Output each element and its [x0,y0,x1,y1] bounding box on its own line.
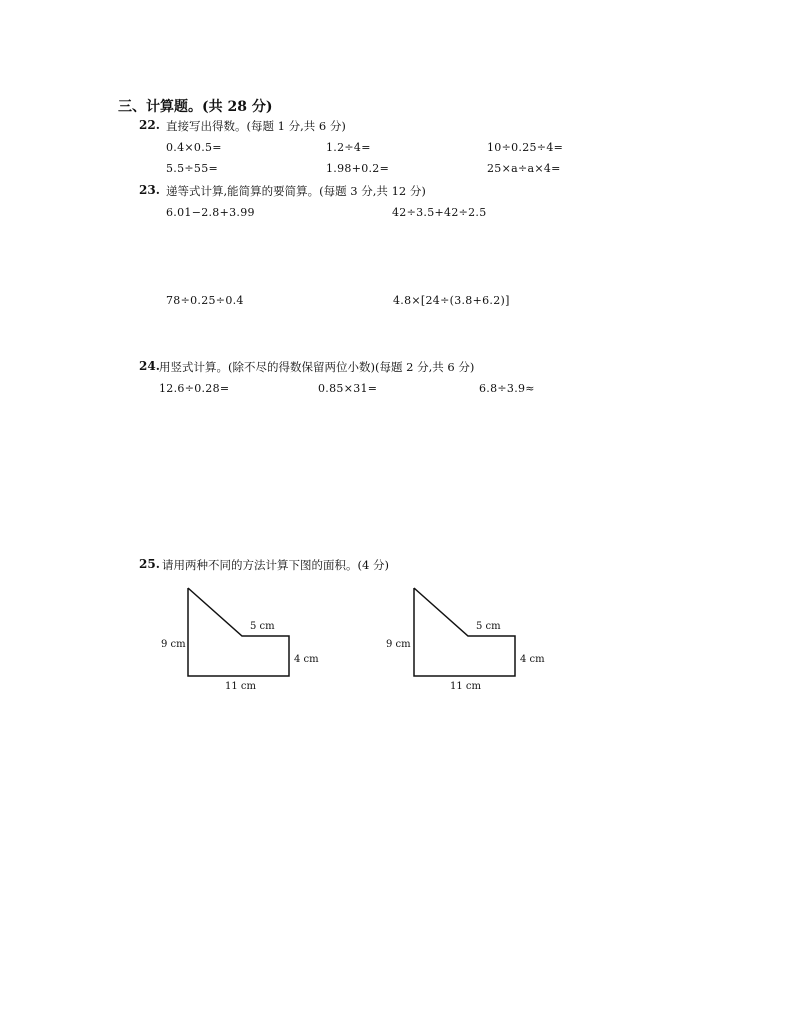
question-number: 22. [139,118,160,132]
question-text: 用竖式计算。(除不尽的得数保留两位小数)(每题 2 分,共 6 分) [159,360,475,374]
exercise-item: 42÷3.5+42÷2.5 [392,206,487,219]
exercise-item: 12.6÷0.28= [159,382,230,395]
exercise-item: 78÷0.25÷0.4 [166,294,244,307]
dimension-label-top: 5 cm [476,621,501,632]
composite-shape-figure [406,580,526,690]
exercise-item: 25×a÷a×4= [487,162,561,175]
dimension-label-left: 9 cm [161,639,186,650]
question-number: 25. [139,557,160,571]
exercise-item: 0.4×0.5= [166,141,222,154]
exercise-item: 10÷0.25÷4= [487,141,564,154]
exercise-item: 1.2÷4= [326,141,371,154]
section-title: 三、计算题。(共 28 分) [118,99,273,115]
composite-shape-figure [180,580,300,690]
dimension-label-right: 4 cm [294,654,319,665]
exercise-item: 5.5÷55= [166,162,219,175]
dimension-label-right: 4 cm [520,654,545,665]
question-number: 24. [139,359,160,373]
exercise-item: 6.01−2.8+3.99 [166,206,255,219]
dimension-label-bottom: 11 cm [450,681,481,692]
dimension-label-left: 9 cm [386,639,411,650]
exercise-item: 0.85×31= [318,382,378,395]
dimension-label-bottom: 11 cm [225,681,256,692]
question-text: 递等式计算,能简算的要简算。(每题 3 分,共 12 分) [166,184,426,198]
exercise-item: 4.8×[24÷(3.8+6.2)] [393,294,510,307]
question-text: 直接写出得数。(每题 1 分,共 6 分) [166,119,346,133]
shape-outline [188,588,289,676]
exercise-item: 6.8÷3.9≈ [479,382,535,395]
shape-outline [414,588,515,676]
exercise-item: 1.98+0.2= [326,162,390,175]
question-text: 请用两种不同的方法计算下图的面积。(4 分) [162,558,389,572]
question-number: 23. [139,183,160,197]
dimension-label-top: 5 cm [250,621,275,632]
